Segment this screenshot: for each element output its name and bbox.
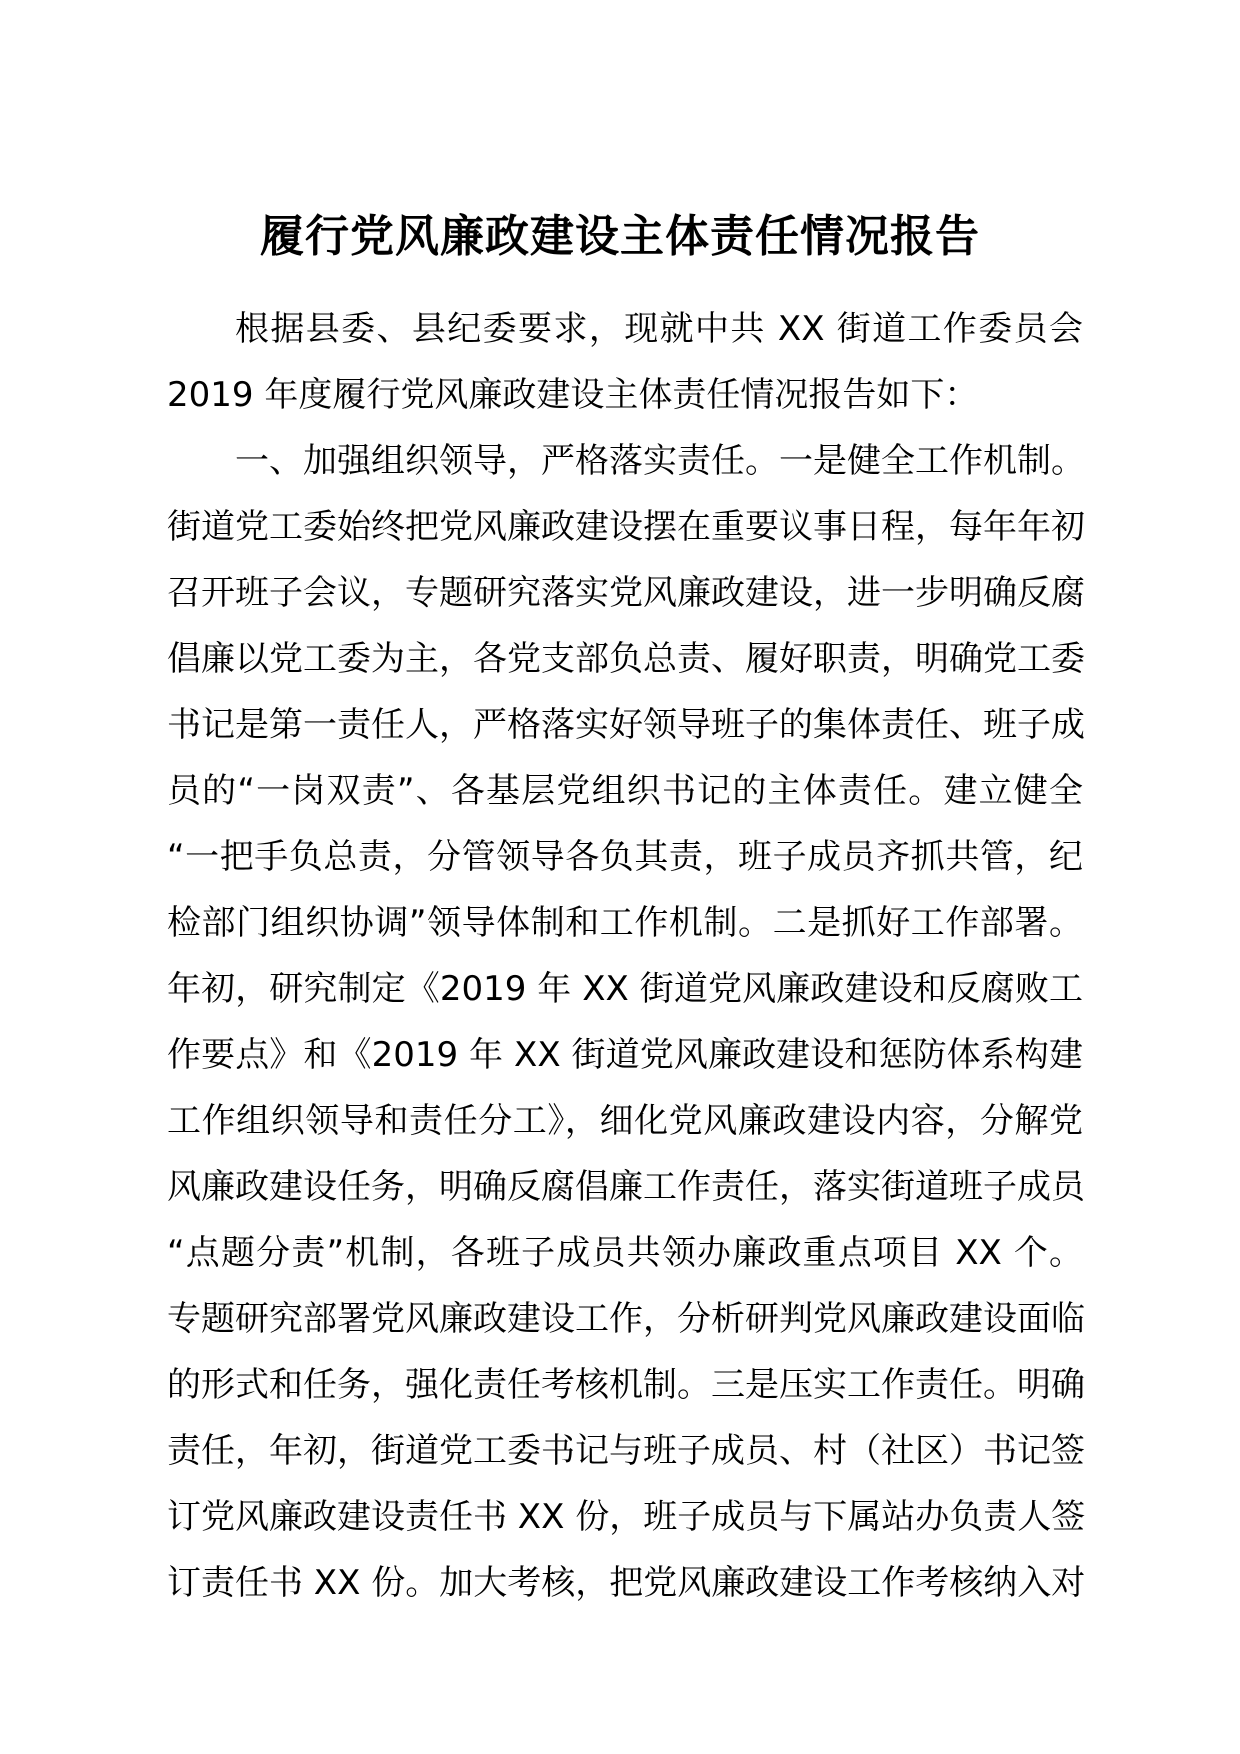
paragraph-line: 检部门组织协调”领导体制和工作机制。二是抓好工作部署。 [167,903,1083,943]
paragraph-line: 召开班子会议，专题研究落实党风廉政建设，进一步明确反腐 [167,573,1085,613]
section-heading-line: 一、加强组织领导，严格落实责任。一是健全工作机制。 [235,441,1085,481]
document-body [167,306,1086,1626]
paragraph-line: 2019 年度履行党风廉政建设主体责任情况报告如下： [167,375,979,415]
paragraph-line: 风廉政建设任务，明确反腐倡廉工作责任，落实街道班子成员 [167,1167,1085,1207]
document-title: 履行党风廉政建设主体责任情况报告 [260,211,980,262]
paragraph-line: 订党风廉政建设责任书 XX 份，班子成员与下属站办负责人签 [167,1497,1086,1537]
paragraph-line: 工作组织领导和责任分工》，细化党风廉政建设内容，分解党 [167,1101,1083,1141]
paragraph-line: 根据县委、县纪委要求，现就中共 XX 街道工作委员会 [235,309,1083,349]
paragraph-line: 作要点》和《2019 年 XX 街道党风廉政建设和惩防体系构建 [167,1035,1083,1075]
paragraph-line: “点题分责”机制，各班子成员共领办廉政重点项目 XX 个。 [167,1233,1083,1273]
paragraph-line: 员的“一岗双责”、各基层党组织书记的主体责任。建立健全 [167,771,1083,811]
paragraph-line: 书记是第一责任人，严格落实好领导班子的集体责任、班子成 [167,705,1085,745]
paragraph-line: 街道党工委始终把党风廉政建设摆在重要议事日程，每年年初 [167,507,1085,547]
paragraph-line: 责任，年初，街道党工委书记与班子成员、村（社区）书记签 [167,1431,1085,1471]
paragraph-line: 订责任书 XX 份。加大考核，把党风廉政建设工作考核纳入对 [167,1563,1086,1603]
paragraph-line: “一把手负总责，分管领导各负其责，班子成员齐抓共管，纪 [167,837,1083,877]
paragraph-line: 倡廉以党工委为主，各党支部负总责、履好职责，明确党工委 [167,639,1085,679]
paragraph-line: 专题研究部署党风廉政建设工作，分析研判党风廉政建设面临 [167,1299,1085,1339]
paragraph-line: 的形式和任务，强化责任考核机制。三是压实工作责任。明确 [167,1365,1085,1405]
paragraph-line: 年初，研究制定《2019 年 XX 街道党风廉政建设和反腐败工 [167,969,1083,1009]
